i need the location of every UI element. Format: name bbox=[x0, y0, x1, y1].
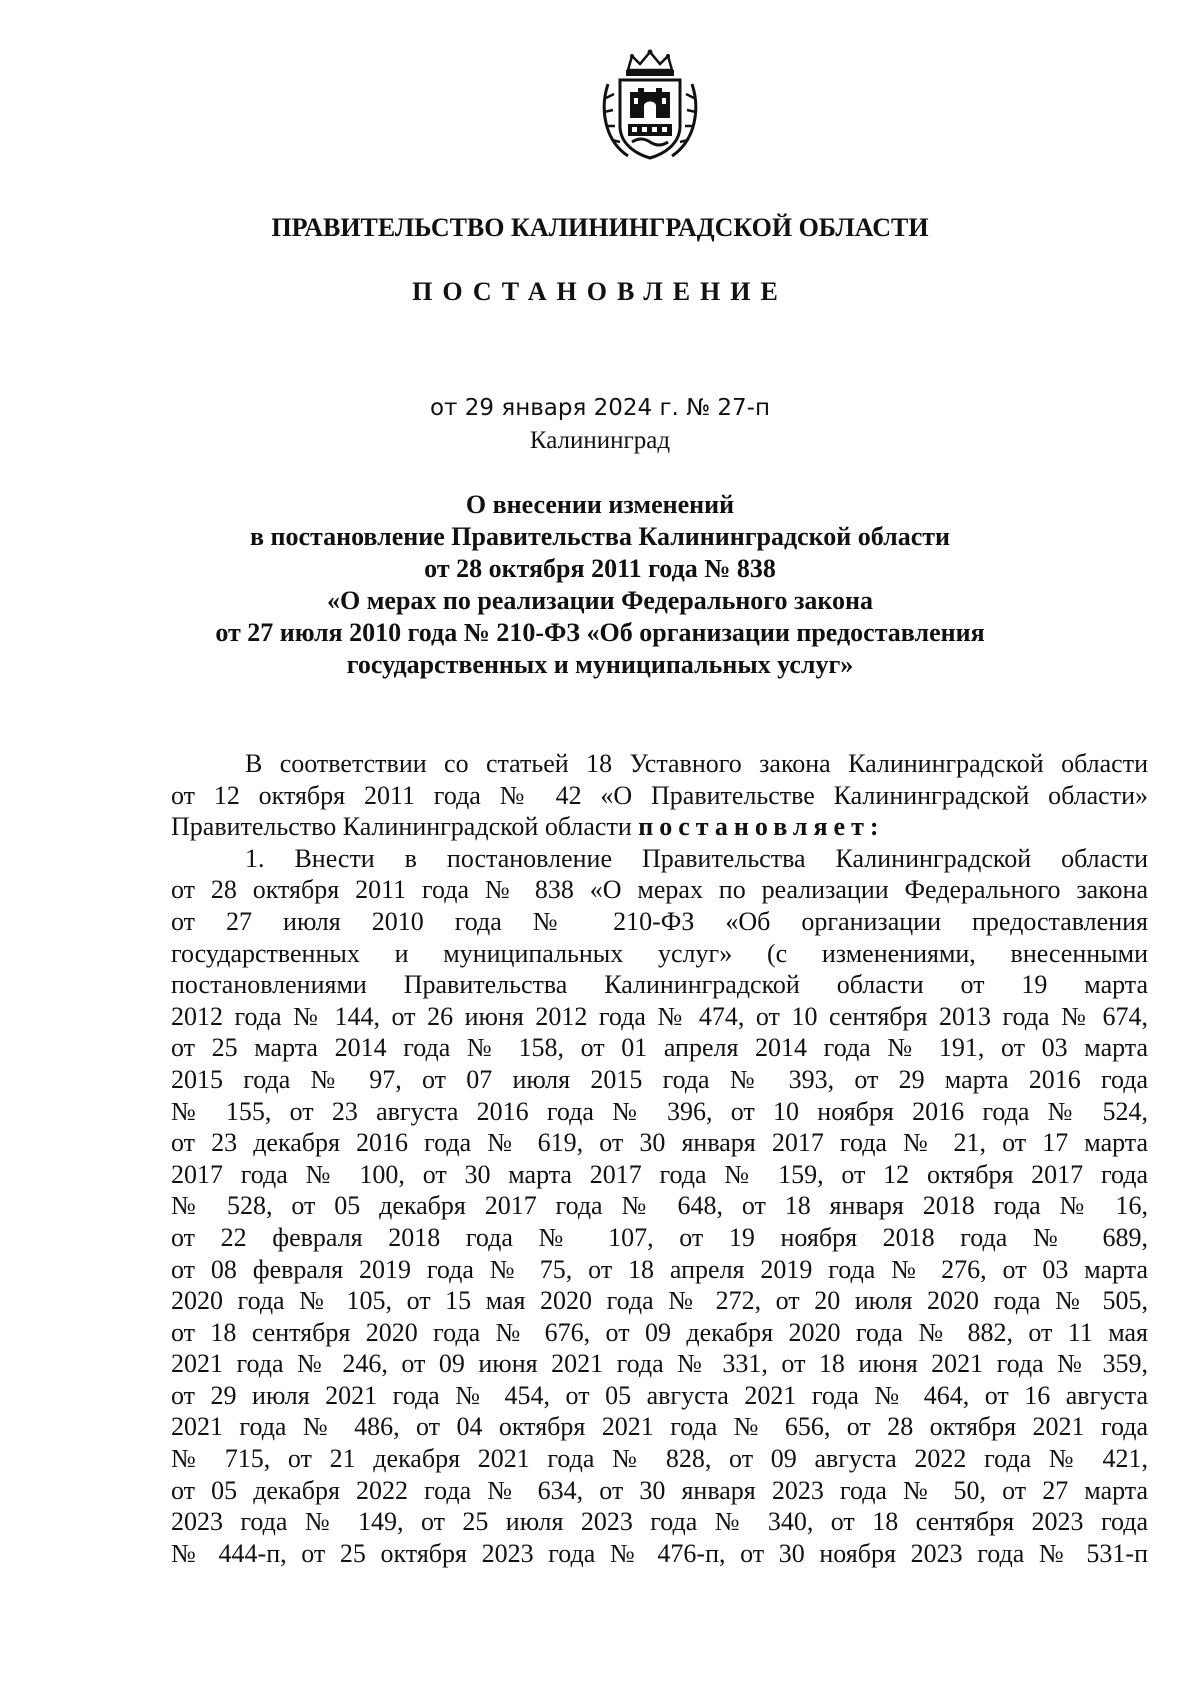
item-line: № 444-п, от 25 октября 2023 года № 476-п, от 30 ноября 2023 года № 531-п bbox=[171, 1538, 1148, 1568]
document-number: № 27-п bbox=[686, 395, 771, 421]
item-line: 2021 года № 246, от 09 июня 2021 года № 331, от 18 июня 2021 года № 359, bbox=[171, 1349, 1148, 1379]
item-line: государственных и муниципальных услуг» (с изменениями, внесенными bbox=[171, 938, 1148, 968]
item-line: от 29 июля 2021 года № 454, от 05 августа 2021 года № 464, от 16 августа bbox=[171, 1380, 1148, 1410]
subject-line: в постановление Правительства Калининградской области bbox=[249, 522, 951, 551]
document-type: ПОСТАНОВЛЕНИЕ bbox=[412, 277, 788, 306]
preamble-last-text: Правительство Калининградской области bbox=[171, 812, 639, 842]
item-line: от 22 февраля 2018 года № 107, от 19 ноября 2018 года № 689, bbox=[171, 1222, 1148, 1252]
subject-line: государственных и муниципальных услуг» bbox=[346, 650, 854, 679]
item-line: от 23 декабря 2016 года № 619, от 30 января 2017 года № 21, от 17 марта bbox=[171, 1128, 1148, 1158]
subject-line: от 28 октября 2011 года № 838 bbox=[424, 554, 776, 583]
item-line: постановлениями Правительства Калининградской области от 19 марта bbox=[171, 970, 1148, 1000]
preamble-line: В соответствии со статьей 18 Уставного закона Калининградской области bbox=[245, 749, 1148, 778]
item-line: от 05 декабря 2022 года № 634, от 30 января 2023 года № 50, от 27 марта bbox=[171, 1475, 1148, 1505]
preamble-line bbox=[171, 811, 1148, 843]
subject-line: от 27 июля 2010 года № 210-ФЗ «Об организации предоставления bbox=[215, 618, 985, 647]
item-line: 2012 года № 144, от 26 июня 2012 года № 474, от 10 сентября 2013 года № 674, bbox=[171, 1001, 1148, 1031]
item-line: 2020 года № 105, от 15 мая 2020 года № 272, от 20 июля 2020 года № 505, bbox=[171, 1286, 1148, 1316]
date-and-number bbox=[0, 393, 1200, 423]
subject-line: О внесении изменений bbox=[465, 490, 735, 519]
item-line: от 18 сентября 2020 года № 676, от 09 декабря 2020 года № 882, от 11 мая bbox=[171, 1317, 1148, 1347]
item-line: от 25 марта 2014 года № 158, от 01 апреля 2014 года № 191, от 03 марта bbox=[171, 1033, 1148, 1063]
item-line: № 715, от 21 декабря 2021 года № 828, от 09 августа 2022 года № 421, bbox=[171, 1444, 1148, 1474]
city: Калининград bbox=[529, 427, 671, 454]
resolution-keyword: постановляет: bbox=[638, 812, 885, 842]
item-line: 1. Внести в постановление Правительства Калининградской области bbox=[245, 843, 1148, 873]
date-month-year: января 2024 г. bbox=[501, 395, 679, 421]
item-line: от 28 октября 2011 года № 838 «О мерах по реализации Федерального закона bbox=[171, 875, 1148, 905]
document-subject bbox=[150, 489, 1050, 681]
item-line: № 155, от 23 августа 2016 года № 396, от 10 ноября 2016 года № 524, bbox=[171, 1096, 1148, 1126]
item-line: от 08 февраля 2019 года № 75, от 18 апреля 2019 года № 276, от 03 марта bbox=[171, 1254, 1148, 1284]
date-day: 29 bbox=[464, 395, 495, 421]
subject-line: «О мерах по реализации Федерального закона bbox=[326, 586, 874, 615]
item-line: 2015 года № 97, от 07 июля 2015 года № 393, от 29 марта 2016 года bbox=[171, 1064, 1148, 1094]
item-line: 2023 года № 149, от 25 июля 2023 года № 340, от 18 сентября 2023 года bbox=[171, 1507, 1148, 1537]
coat-of-arms-icon bbox=[598, 48, 702, 162]
date-prefix: от bbox=[429, 395, 458, 421]
item-line: от 27 июля 2010 года № 210-ФЗ «Об организации предоставления bbox=[171, 906, 1148, 936]
item-line: 2017 года № 100, от 30 марта 2017 года № 159, от 12 октября 2017 года bbox=[171, 1159, 1148, 1189]
document-body bbox=[171, 748, 1148, 1569]
preamble-line: от 12 октября 2011 года № 42 «О Правительстве Калининградской области» bbox=[171, 780, 1148, 810]
item-line: № 528, от 05 декабря 2017 года № 648, от 18 января 2018 года № 16, bbox=[171, 1191, 1148, 1221]
item-line: 2021 года № 486, от 04 октября 2021 года № 656, от 28 октября 2021 года bbox=[171, 1412, 1148, 1442]
organization-title: ПРАВИТЕЛЬСТВО КАЛИНИНГРАДСКОЙ ОБЛАСТИ bbox=[271, 213, 929, 242]
